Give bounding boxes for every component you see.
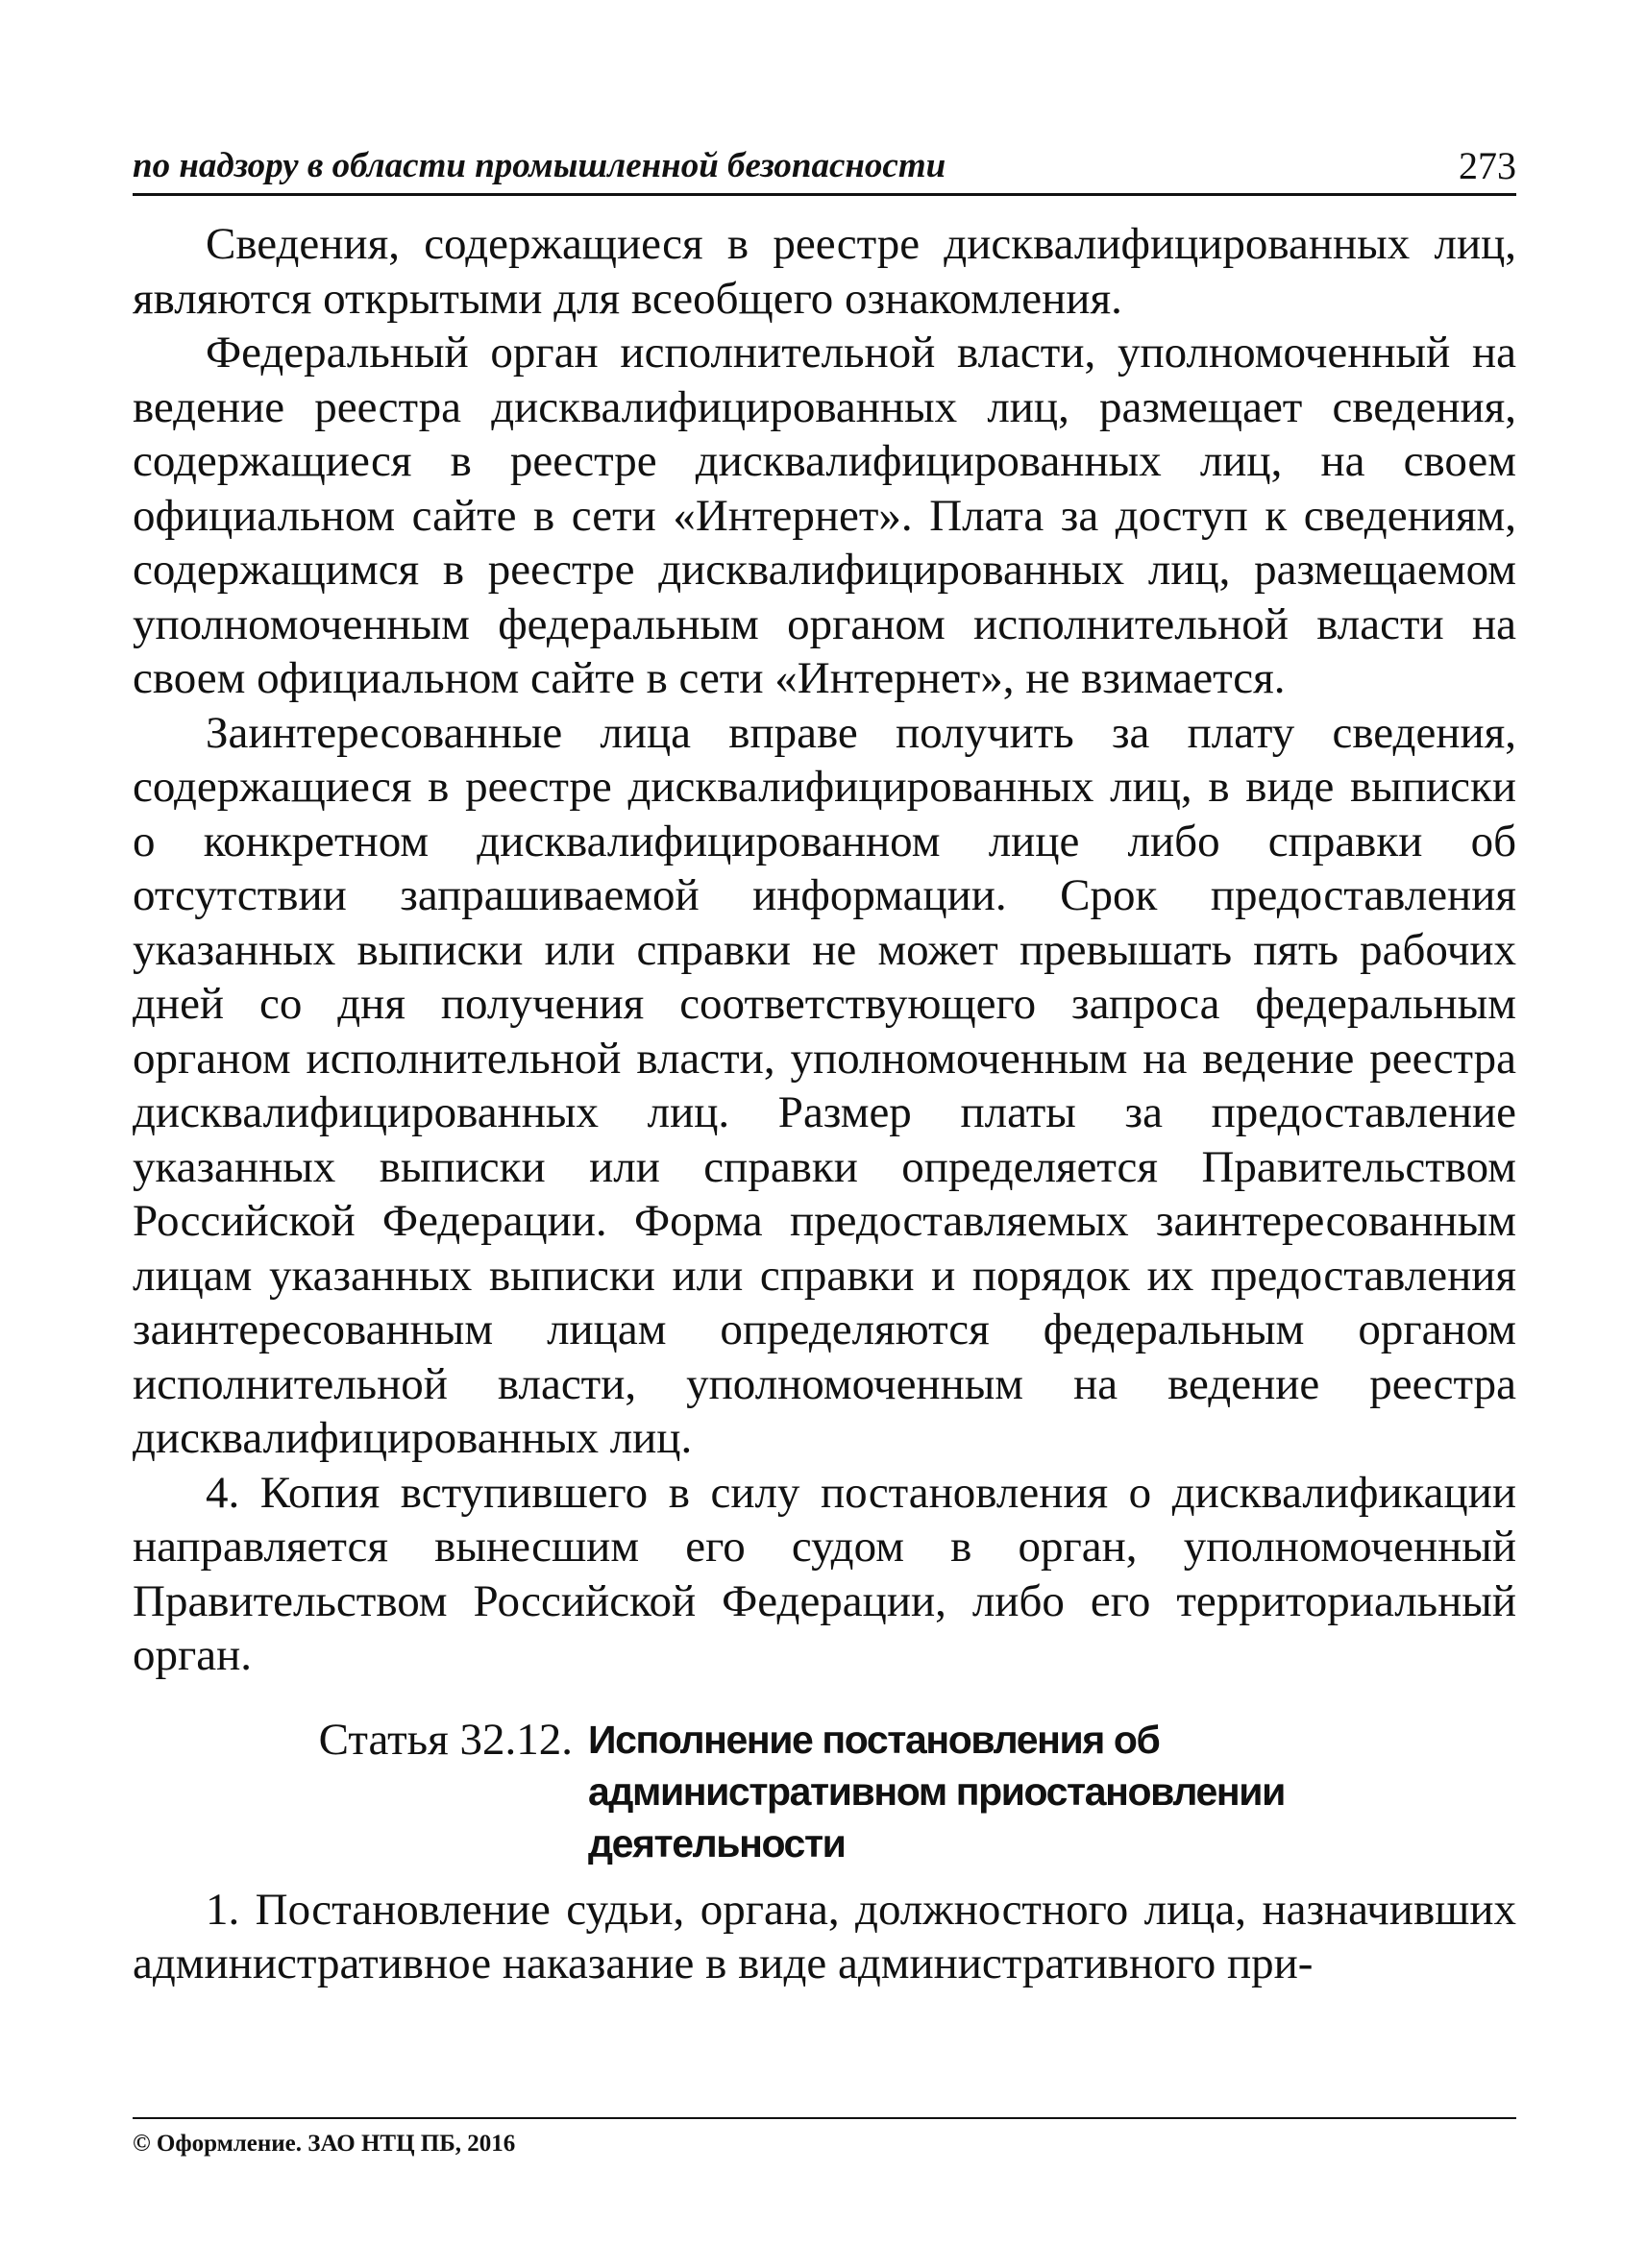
- paragraph-registry-online: Федеральный орган исполнительной власти, уполномоченный на ведение реестра дисквалифицированных лиц, размещает сведения, содержащиеся в реестре дисквалифицированных лиц, на своем официальном сайте в сети «Интернет». Плата за доступ к сведениям, содержащимся в реестре дисквалифицированных лиц, размещаемом уполномоченным федеральным органом исполнительной власти на своем официальном сайте в сети «Интернет», не взимается.: [133, 328, 1516, 703]
- footer-rule: [133, 2117, 1516, 2119]
- article-heading: [133, 1714, 1516, 1869]
- paragraph-item-4: 4. Копия вступившего в силу постановления о дисквалификации направляется вынесшим его судом в орган, уполномоченный Правительством Российской Федерации, либо его территориальный орган.: [133, 1467, 1516, 1680]
- page-number: 273: [1459, 144, 1516, 187]
- running-header-title: по надзору в области промышленной безопасности: [133, 146, 946, 185]
- article-number: Статья 32.12.: [318, 1714, 573, 1765]
- running-header: [133, 144, 1516, 196]
- page-body: [133, 217, 1516, 1991]
- header-rule: [133, 193, 1516, 196]
- paragraph-registry-open: Сведения, содержащиеся в реестре дисквалифицированных лиц, являются открытыми для всеобщего ознакомления.: [133, 219, 1516, 324]
- footer-copyright: © Оформление. ЗАО НТЦ ПБ, 2016: [133, 2131, 516, 2157]
- paragraph-item-1: 1. Постановление судьи, органа, должностного лица, назначивших административное наказание в виде административного при-: [133, 1884, 1516, 1988]
- article-title: Исполнение постановления об административном приостановлении деятельности: [588, 1717, 1285, 1866]
- paragraph-paid-extract: Заинтересованные лица вправе получить за плату сведения, содержащиеся в реестре дисквалифицированных лиц, в виде выписки о конкретном дисквалифицированном лице либо справки об отсутствии запрашиваемой информации. Срок предоставления указанных выписки или справки не может превышать пять рабочих дней со дня получения соответствующего запроса федеральным органом исполнительной власти, уполномоченным на ведение реестра дисквалифицированных лиц. Размер платы за предоставление указанных выписки или справки определяется Правительством Российской Федерации. Форма предоставляемых заинтересованным лицам указанных выписки или справки и порядок их предоставления заинтересованным лицам определяются федеральным органом исполнительной власти, уполномоченным на ведение реестра дисквалифицированных лиц.: [133, 707, 1516, 1463]
